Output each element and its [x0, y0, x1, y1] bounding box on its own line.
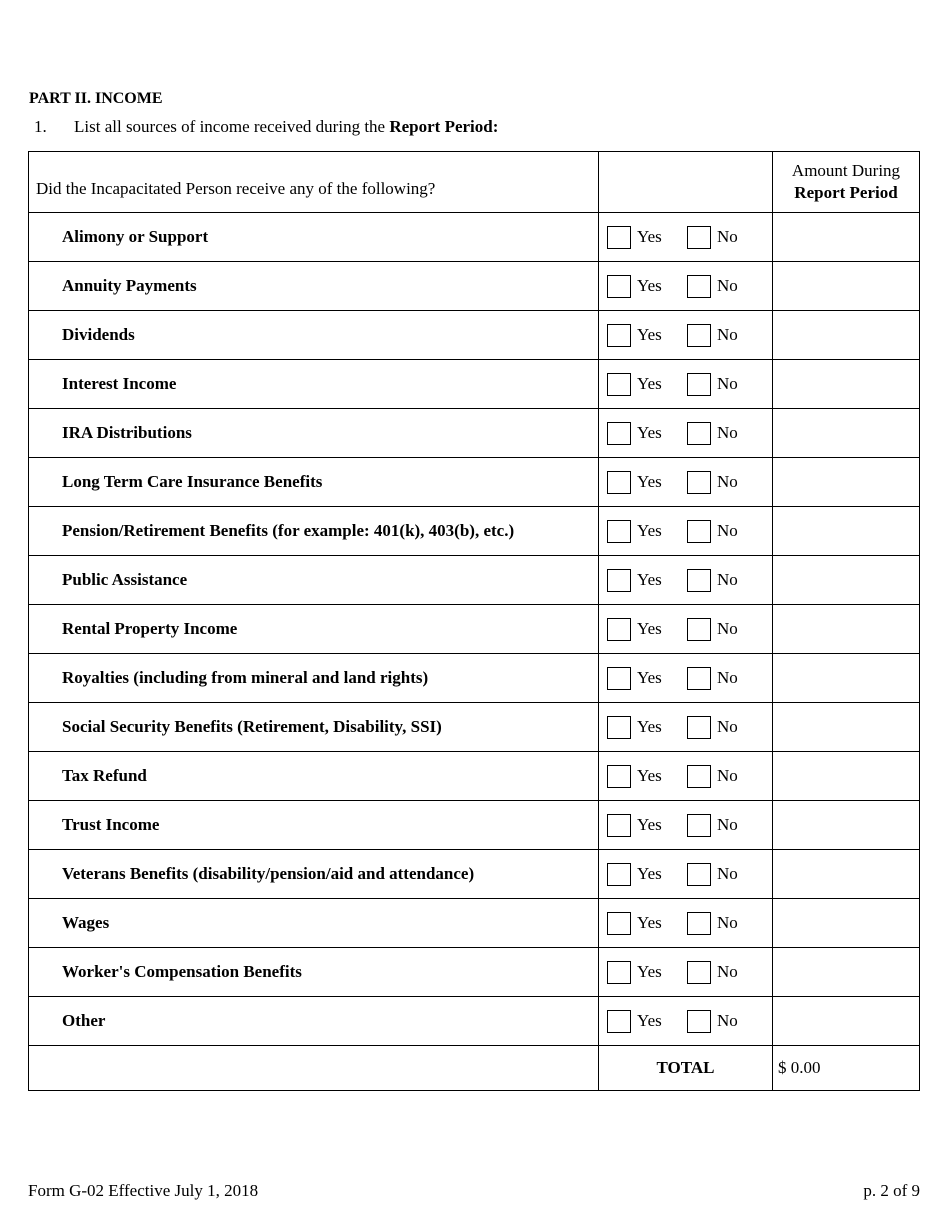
form-id: Form G-02 Effective July 1, 2018 — [28, 1181, 259, 1200]
yes-no-cell — [599, 262, 773, 311]
table-row — [29, 654, 920, 703]
table-row — [29, 458, 920, 507]
total-label: TOTAL — [599, 1046, 773, 1091]
yes-option — [607, 716, 687, 739]
no-option — [687, 422, 738, 445]
yes-label: Yes — [637, 521, 662, 540]
yes-no-cell — [599, 409, 773, 458]
amount-header-line2: Report Period — [794, 183, 898, 202]
amount-field[interactable] — [773, 507, 920, 556]
amount-field[interactable] — [773, 311, 920, 360]
yes-label: Yes — [637, 227, 662, 246]
yes-checkbox[interactable] — [607, 667, 631, 690]
yes-option — [607, 765, 687, 788]
income-source-label: Royalties (including from mineral and land rights) — [29, 654, 599, 703]
no-option — [687, 373, 738, 396]
income-source-label: Rental Property Income — [29, 605, 599, 654]
yes-no-cell — [599, 556, 773, 605]
yes-no-cell — [599, 997, 773, 1046]
page-number: p. 2 of 9 — [863, 1181, 920, 1200]
total-row — [29, 1046, 920, 1091]
no-label: No — [717, 325, 738, 344]
no-label: No — [717, 276, 738, 295]
income-source-label: IRA Distributions — [29, 409, 599, 458]
income-source-label: Wages — [29, 899, 599, 948]
yes-label: Yes — [637, 766, 662, 785]
table-row — [29, 360, 920, 409]
amount-field[interactable] — [773, 752, 920, 801]
yes-label: Yes — [637, 864, 662, 883]
part-heading: PART II. INCOME — [29, 90, 163, 107]
no-option — [687, 667, 738, 690]
yes-checkbox[interactable] — [607, 716, 631, 739]
yes-option — [607, 569, 687, 592]
table-row — [29, 507, 920, 556]
no-label: No — [717, 864, 738, 883]
yes-no-cell — [599, 948, 773, 997]
amount-field[interactable] — [773, 409, 920, 458]
no-checkbox[interactable] — [687, 226, 711, 249]
no-option — [687, 618, 738, 641]
no-option — [687, 814, 738, 837]
yes-option — [607, 667, 687, 690]
no-checkbox[interactable] — [687, 961, 711, 984]
yes-checkbox[interactable] — [607, 275, 631, 298]
yes-option — [607, 520, 687, 543]
income-source-label: Other — [29, 997, 599, 1046]
yes-label: Yes — [637, 374, 662, 393]
no-label: No — [717, 815, 738, 834]
income-source-label: Public Assistance — [29, 556, 599, 605]
table-row — [29, 850, 920, 899]
yes-checkbox[interactable] — [607, 373, 631, 396]
yes-option — [607, 814, 687, 837]
no-label: No — [717, 913, 738, 932]
instruction-text: List all sources of income received during the — [74, 117, 390, 136]
amount-header-line1: Amount During — [791, 161, 901, 180]
yes-option — [607, 275, 687, 298]
yes-label: Yes — [637, 815, 662, 834]
income-source-label: Annuity Payments — [29, 262, 599, 311]
yes-checkbox[interactable] — [607, 765, 631, 788]
amount-field[interactable] — [773, 899, 920, 948]
yes-no-cell — [599, 213, 773, 262]
no-option — [687, 912, 738, 935]
yes-checkbox[interactable] — [607, 520, 631, 543]
income-source-label: Pension/Retirement Benefits (for example: 401(k), 403(b), etc.) — [29, 507, 599, 556]
yes-no-cell — [599, 507, 773, 556]
yes-option — [607, 912, 687, 935]
yes-checkbox[interactable] — [607, 226, 631, 249]
no-checkbox[interactable] — [687, 373, 711, 396]
amount-field[interactable] — [773, 654, 920, 703]
yes-label: Yes — [637, 619, 662, 638]
instruction — [34, 117, 498, 137]
amount-field[interactable] — [773, 850, 920, 899]
no-label: No — [717, 374, 738, 393]
amount-field[interactable] — [773, 948, 920, 997]
income-source-label: Interest Income — [29, 360, 599, 409]
yes-checkbox[interactable] — [607, 863, 631, 886]
yes-label: Yes — [637, 570, 662, 589]
no-label: No — [717, 521, 738, 540]
amount-field[interactable] — [773, 556, 920, 605]
yes-checkbox[interactable] — [607, 1010, 631, 1033]
no-option — [687, 324, 738, 347]
no-checkbox[interactable] — [687, 324, 711, 347]
income-source-label: Social Security Benefits (Retirement, Disability, SSI) — [29, 703, 599, 752]
no-checkbox[interactable] — [687, 716, 711, 739]
yes-option — [607, 373, 687, 396]
income-source-label: Dividends — [29, 311, 599, 360]
no-checkbox[interactable] — [687, 1010, 711, 1033]
yes-label: Yes — [637, 717, 662, 736]
income-source-label: Long Term Care Insurance Benefits — [29, 458, 599, 507]
income-source-label: Veterans Benefits (disability/pension/aid and attendance) — [29, 850, 599, 899]
yes-label: Yes — [637, 668, 662, 687]
table-row — [29, 605, 920, 654]
table-row — [29, 948, 920, 997]
table-row — [29, 703, 920, 752]
amount-header-cell — [773, 152, 920, 213]
no-checkbox[interactable] — [687, 765, 711, 788]
amount-field[interactable] — [773, 997, 920, 1046]
table-row — [29, 262, 920, 311]
amount-field[interactable] — [773, 458, 920, 507]
no-checkbox[interactable] — [687, 569, 711, 592]
yes-no-cell — [599, 654, 773, 703]
table-row — [29, 752, 920, 801]
yes-label: Yes — [637, 276, 662, 295]
income-source-label: Worker's Compensation Benefits — [29, 948, 599, 997]
no-checkbox[interactable] — [687, 275, 711, 298]
table-row — [29, 213, 920, 262]
no-label: No — [717, 766, 738, 785]
amount-field[interactable] — [773, 213, 920, 262]
no-option — [687, 569, 738, 592]
instruction-bold: Report Period: — [389, 117, 499, 136]
yes-option — [607, 1010, 687, 1033]
table-row — [29, 311, 920, 360]
no-option — [687, 765, 738, 788]
instruction-number: 1. — [34, 117, 47, 136]
no-label: No — [717, 227, 738, 246]
table-row — [29, 556, 920, 605]
yes-label: Yes — [637, 423, 662, 442]
table-row — [29, 409, 920, 458]
yes-checkbox[interactable] — [607, 422, 631, 445]
table-header-row — [29, 152, 920, 213]
yes-option — [607, 324, 687, 347]
yes-checkbox[interactable] — [607, 569, 631, 592]
yes-no-cell — [599, 311, 773, 360]
no-checkbox[interactable] — [687, 667, 711, 690]
no-option — [687, 471, 738, 494]
no-option — [687, 1010, 738, 1033]
no-checkbox[interactable] — [687, 520, 711, 543]
yes-label: Yes — [637, 962, 662, 981]
yes-no-cell — [599, 801, 773, 850]
yes-label: Yes — [637, 1011, 662, 1030]
yes-option — [607, 226, 687, 249]
total-empty-cell — [29, 1046, 599, 1091]
question-cell: Did the Incapacitated Person receive any of the following? — [29, 152, 599, 213]
no-option — [687, 275, 738, 298]
no-label: No — [717, 962, 738, 981]
yes-no-cell — [599, 458, 773, 507]
no-checkbox[interactable] — [687, 912, 711, 935]
total-value[interactable]: $ 0.00 — [773, 1046, 920, 1091]
yes-checkbox[interactable] — [607, 814, 631, 837]
no-option — [687, 863, 738, 886]
yes-label: Yes — [637, 913, 662, 932]
no-checkbox[interactable] — [687, 471, 711, 494]
yes-no-cell — [599, 752, 773, 801]
table-row — [29, 997, 920, 1046]
yes-label: Yes — [637, 325, 662, 344]
table-row — [29, 801, 920, 850]
yes-no-cell — [599, 850, 773, 899]
no-checkbox[interactable] — [687, 863, 711, 886]
no-label: No — [717, 668, 738, 687]
no-label: No — [717, 1011, 738, 1030]
no-checkbox[interactable] — [687, 422, 711, 445]
yes-no-header-cell — [599, 152, 773, 213]
yes-option — [607, 961, 687, 984]
yes-checkbox[interactable] — [607, 961, 631, 984]
income-source-label: Trust Income — [29, 801, 599, 850]
yes-no-cell — [599, 899, 773, 948]
yes-no-cell — [599, 703, 773, 752]
income-table — [28, 151, 920, 1091]
no-checkbox[interactable] — [687, 618, 711, 641]
yes-no-cell — [599, 360, 773, 409]
yes-label: Yes — [637, 472, 662, 491]
yes-checkbox[interactable] — [607, 912, 631, 935]
no-checkbox[interactable] — [687, 814, 711, 837]
no-label: No — [717, 619, 738, 638]
no-label: No — [717, 570, 738, 589]
no-label: No — [717, 717, 738, 736]
no-label: No — [717, 423, 738, 442]
amount-field[interactable] — [773, 605, 920, 654]
income-source-label: Tax Refund — [29, 752, 599, 801]
yes-option — [607, 471, 687, 494]
yes-option — [607, 618, 687, 641]
amount-field[interactable] — [773, 703, 920, 752]
yes-option — [607, 863, 687, 886]
table-row — [29, 899, 920, 948]
yes-no-cell — [599, 605, 773, 654]
no-label: No — [717, 472, 738, 491]
no-option — [687, 520, 738, 543]
yes-option — [607, 422, 687, 445]
no-option — [687, 226, 738, 249]
yes-checkbox[interactable] — [607, 618, 631, 641]
amount-field[interactable] — [773, 801, 920, 850]
income-source-label: Alimony or Support — [29, 213, 599, 262]
amount-field[interactable] — [773, 262, 920, 311]
yes-checkbox[interactable] — [607, 471, 631, 494]
yes-checkbox[interactable] — [607, 324, 631, 347]
no-option — [687, 716, 738, 739]
no-option — [687, 961, 738, 984]
amount-field[interactable] — [773, 360, 920, 409]
